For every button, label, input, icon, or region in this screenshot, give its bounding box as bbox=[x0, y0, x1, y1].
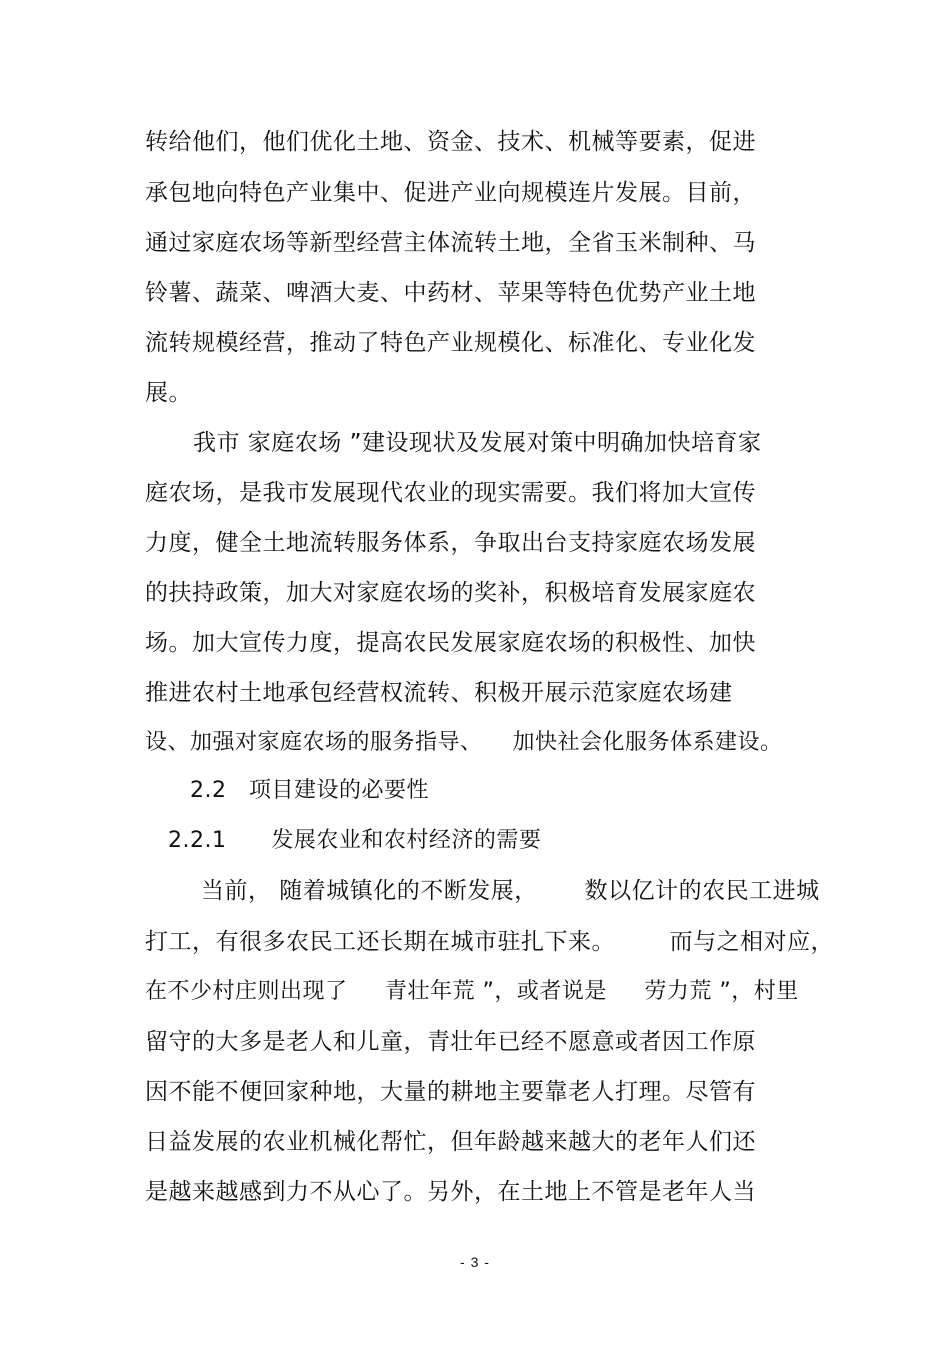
paragraph-2-line-3: 力度，健全土地流转服务体系，争取出台支持家庭农场发展 bbox=[145, 530, 756, 556]
section-heading: 2.2 项目建设的必要性 bbox=[190, 778, 429, 803]
paragraph-1-line-1: 转给他们，他们优化土地、资金、技术、机械等要素，促进 bbox=[145, 129, 756, 155]
paragraph-3-line-5: 因不能不便回家种地，大量的耕地主要靠老人打理。尽管有 bbox=[145, 1079, 756, 1105]
subsection-heading: 2.2.1 发展农业和农村经济的需要 bbox=[168, 828, 542, 853]
paragraph-2-line-2: 庭农场，是我市发展现代农业的现实需要。我们将加大宣传 bbox=[145, 480, 756, 506]
paragraph-1-line-4: 铃薯、蔬菜、啤酒大麦、中药材、苹果等特色优势产业土地 bbox=[145, 280, 756, 306]
page-number: - 3 - bbox=[460, 1254, 490, 1270]
paragraph-3-line-4: 留守的大多是老人和儿童，青壮年已经不愿意或者因工作原 bbox=[145, 1029, 756, 1055]
paragraph-3-line-7: 是越来越感到力不从心了。另外，在土地上不管是老年人当 bbox=[145, 1179, 756, 1205]
paragraph-2-line-6: 推进农村土地承包经营权流转、积极开展示范家庭农场建 bbox=[145, 680, 733, 706]
paragraph-1-line-2: 承包地向特色产业集中、促进产业向规模连片发展。目前， bbox=[145, 180, 756, 206]
paragraph-1-line-5: 流转规模经营，推动了特色产业规模化、标准化、专业化发 bbox=[145, 330, 756, 356]
paragraph-2-line-5: 场。加大宣传力度，提高农民发展家庭农场的积极性、加快 bbox=[145, 630, 756, 656]
paragraph-1-line-6: 展。 bbox=[145, 380, 192, 406]
paragraph-2-line-7: 设、加强对家庭农场的服务指导、 加快社会化服务体系建设。 bbox=[145, 730, 783, 755]
paragraph-2-line-4: 的扶持政策，加大对家庭农场的奖补，积极培育发展家庭农 bbox=[145, 580, 756, 606]
paragraph-2-line-1: 我市 家庭农场 ”建设现状及发展对策中明确加快培育家 bbox=[193, 430, 762, 456]
paragraph-3-line-6: 日益发展的农业机械化帮忙，但年龄越来越大的老年人们还 bbox=[145, 1129, 756, 1155]
paragraph-3-line-2: 打工，有很多农民工还长期在城市驻扎下来。 而与之相对应， bbox=[145, 929, 835, 955]
paragraph-1-line-3: 通过家庭农场等新型经营主体流转土地，全省玉米制种、马 bbox=[145, 230, 756, 256]
paragraph-3-line-1: 当前， 随着城镇化的不断发展， 数以亿计的农民工进城 bbox=[201, 878, 820, 904]
paragraph-3-line-3: 在不少村庄则出现了 青壮年荒 ”，或者说是 劳力荒 ”，村里 bbox=[145, 979, 799, 1004]
